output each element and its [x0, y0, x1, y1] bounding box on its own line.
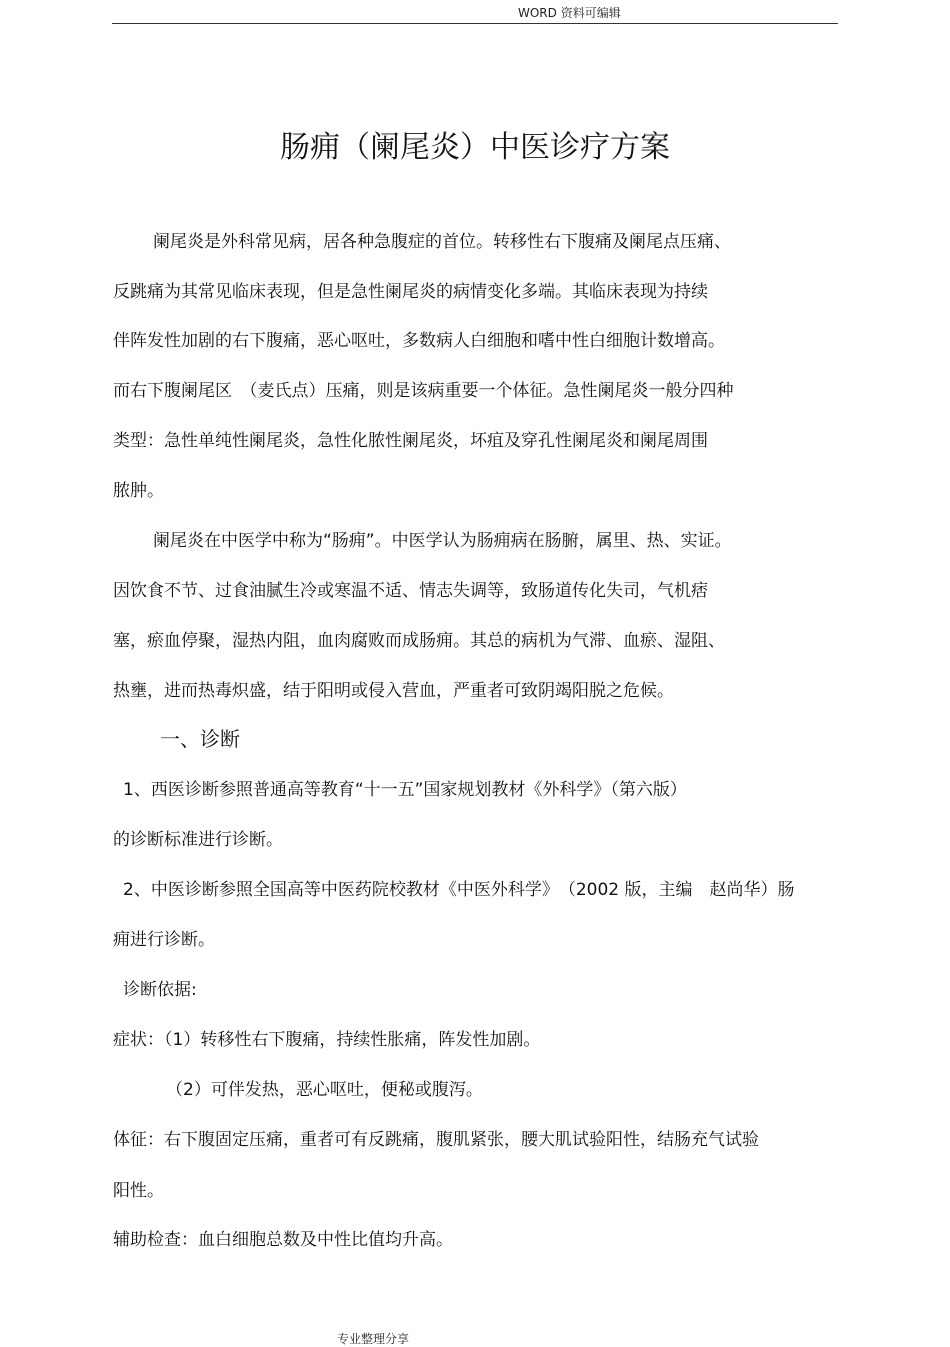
intro-p1-line: 脓肿。	[113, 481, 164, 501]
intro-p2-line: 热壅，进而热毒炽盛，结于阳明或侵入营血，严重者可致阴竭阳脱之危候。	[113, 681, 674, 701]
page-header-text: WORD 资料可编辑	[518, 6, 621, 20]
intro-p1-line: 阑尾炎是外科常见病，居各种急腹症的首位。转移性右下腹痛及阑尾点压痛、	[153, 232, 731, 252]
symptoms-line: 症状：（1）转移性右下腹痛，持续性胀痛，阵发性加剧。	[113, 1030, 541, 1050]
section-heading-diagnosis: 一、诊断	[160, 727, 240, 751]
diagnosis-basis-label: 诊断依据:	[123, 980, 197, 1000]
document-title: 肠痈（阑尾炎）中医诊疗方案	[280, 130, 670, 165]
diagnosis-item-1-line: 的诊断标准进行诊断。	[113, 830, 283, 850]
intro-p1-line: 类型：急性单纯性阑尾炎，急性化脓性阑尾炎，坏疽及穿孔性阑尾炎和阑尾周围	[113, 431, 708, 451]
header-divider	[112, 23, 838, 24]
intro-p2-line: 塞，瘀血停聚，湿热内阻，血肉腐败而成肠痈。其总的病机为气滞、血瘀、湿阻、	[113, 631, 725, 651]
signs-line: 体征：右下腹固定压痛，重者可有反跳痛，腹肌紧张，腰大肌试验阳性，结肠充气试验	[113, 1130, 759, 1150]
diagnosis-item-2-line: 2、中医诊断参照全国高等中医药院校教材《中医外科学》 （2002 版，主编 赵尚华）肠	[123, 880, 795, 900]
intro-p1-line: 反跳痛为其常见临床表现，但是急性阑尾炎的病情变化多端。其临床表现为持续	[113, 282, 708, 302]
intro-p2-line: 阑尾炎在中医学中称为“肠痈”。中医学认为肠痈病在肠腑，属里、热、实证。	[153, 531, 732, 551]
diagnosis-item-2-line: 痈进行诊断。	[113, 930, 215, 950]
auxiliary-exam-line: 辅助检查：血白细胞总数及中性比值均升高。	[113, 1230, 453, 1250]
page-footer-text: 专业整理分享	[337, 1332, 410, 1346]
signs-line: 阳性。	[113, 1181, 164, 1201]
diagnosis-item-1-line: 1、西医诊断参照普通高等教育“十一五”国家规划教材《外科学》（第六版）	[123, 780, 687, 800]
intro-p1-line: 而右下腹阑尾区 （麦氏点）压痛，则是该病重要一个体征。急性阑尾炎一般分四种	[113, 381, 734, 401]
symptoms-line: （2）可伴发热，恶心呕吐，便秘或腹泻。	[166, 1080, 483, 1100]
intro-p1-line: 伴阵发性加剧的右下腹痛，恶心呕吐，多数病人白细胞和嗜中性白细胞计数增高。	[113, 331, 725, 351]
intro-p2-line: 因饮食不节、过食油腻生冷或寒温不适、情志失调等，致肠道传化失司，气机痞	[113, 581, 708, 601]
